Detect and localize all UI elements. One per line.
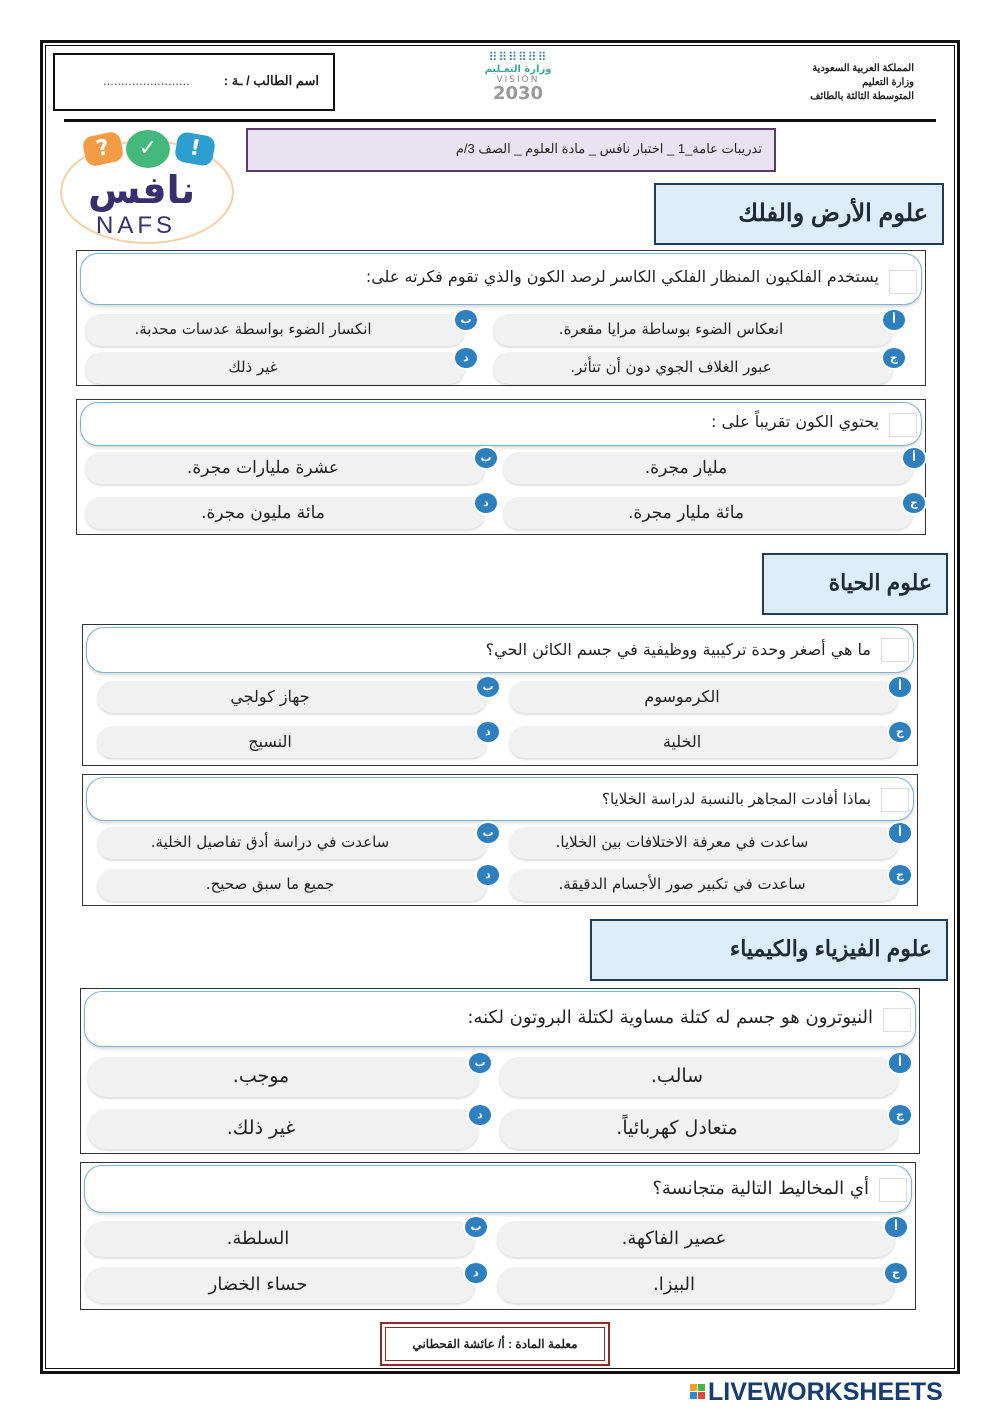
question-text: النيوترون هو جسم له كتلة مساوية لكتلة البروتون لكنه:	[467, 1007, 873, 1028]
question-text: يستخدم الفلكيون المنظار الفلكي الكاسر لرصد الكون والذي تقوم فكرته على:	[365, 267, 879, 286]
option-d[interactable]	[85, 351, 469, 384]
option-letter-badge: د	[465, 1263, 487, 1283]
student-name-field[interactable]: ........................	[103, 73, 190, 88]
question-stem	[86, 627, 914, 673]
option-text: ساعدت في تكبير صور الأجسام الدقيقة.	[558, 875, 806, 893]
question-card	[80, 988, 920, 1154]
student-name-box	[53, 53, 335, 111]
question-text: أي المخاليط التالية متجانسة؟	[652, 1178, 869, 1199]
option-a[interactable]	[509, 680, 902, 713]
option-letter-badge: د	[477, 722, 499, 742]
option-d[interactable]	[97, 725, 491, 758]
ministry-logo	[458, 50, 578, 116]
option-text: متعادل كهربائياً.	[616, 1117, 738, 1139]
option-c[interactable]	[493, 351, 898, 384]
option-a[interactable]	[493, 313, 896, 346]
option-text: مائة مليون مجرة.	[201, 503, 325, 523]
option-letter-badge: أ	[903, 448, 925, 468]
option-text: البيزا.	[652, 1274, 695, 1295]
question-bubble-icon: ?	[81, 130, 124, 167]
answer-checkbox[interactable]	[883, 1008, 911, 1032]
option-letter-badge: ب	[477, 823, 499, 843]
option-text: السلطة.	[226, 1228, 290, 1249]
question-stem	[84, 1165, 912, 1213]
question-card	[80, 1162, 916, 1310]
option-letter-badge: ج	[903, 493, 925, 513]
option-letter-badge: د	[475, 493, 497, 513]
option-text: عشرة مليارات مجرة.	[186, 458, 340, 478]
option-c[interactable]	[503, 496, 918, 529]
option-d[interactable]	[87, 1108, 483, 1149]
option-letter-badge: ب	[477, 677, 499, 697]
question-stem	[86, 777, 914, 821]
question-text: بماذا أفادت المجاهر بالنسبة لدراسة الخلايا؟	[602, 790, 871, 808]
option-letter-badge: ج	[889, 722, 911, 742]
option-b[interactable]	[85, 313, 472, 346]
option-letter-badge: أ	[889, 1053, 911, 1073]
option-text: الكرموسوم	[644, 687, 720, 706]
kingdom-text: المملكة العربية السعودية	[812, 63, 914, 74]
nafs-logo	[60, 126, 240, 244]
option-c[interactable]	[497, 1266, 900, 1303]
option-c[interactable]	[499, 1108, 904, 1149]
option-text: جهاز كولجي	[230, 687, 310, 706]
header-divider	[64, 119, 936, 122]
option-letter-badge: ب	[465, 1217, 487, 1237]
option-letter-badge: ج	[889, 865, 911, 885]
option-a[interactable]	[509, 826, 902, 859]
option-text: الخلية	[662, 732, 702, 751]
liveworksheets-watermark	[690, 1378, 990, 1408]
option-b[interactable]	[85, 451, 492, 484]
option-letter-badge: ج	[883, 348, 905, 368]
ministry-text: وزارة التعليم	[862, 77, 914, 88]
nafs-arabic-text: نافس	[88, 168, 196, 212]
teacher-name: معلمة المادة : أ/ عائشة القحطاني	[412, 1337, 578, 1351]
answer-checkbox[interactable]	[881, 638, 909, 662]
worksheet-title-bar	[246, 128, 776, 172]
option-letter-badge: د	[469, 1105, 491, 1125]
option-text: النسيج	[248, 732, 292, 751]
section-title-text: علوم الفيزياء والكيمياء	[729, 936, 932, 961]
option-text: انعكاس الضوء بوساطة مرايا مقعرة.	[558, 320, 784, 338]
teacher-name-box	[380, 1322, 610, 1366]
option-text: موجب.	[232, 1065, 290, 1087]
option-b[interactable]	[87, 1056, 486, 1097]
option-text: ساعدت في دراسة أدق تفاصيل الخلية.	[150, 833, 390, 851]
option-letter-badge: ج	[889, 1105, 911, 1125]
section-title-text: علوم الحياة	[828, 570, 932, 595]
option-letter-badge: د	[455, 348, 477, 368]
section-title-life-science	[762, 553, 948, 615]
answer-checkbox[interactable]	[879, 1178, 907, 1202]
section-title-physics-chemistry	[590, 919, 948, 981]
option-letter-badge: أ	[883, 310, 905, 330]
question-text: ما هي أصغر وحدة تركيبية ووظيفية في جسم الكائن الحي؟	[485, 640, 871, 659]
section-title-text: علوم الأرض والفلك	[738, 200, 928, 227]
question-stem	[84, 991, 916, 1047]
vision-label: VISION	[496, 75, 540, 85]
option-text: غير ذلك.	[226, 1117, 296, 1139]
teacher-box-inner-border	[385, 1327, 605, 1361]
exclamation-bubble-icon: !	[174, 131, 217, 167]
option-d[interactable]	[85, 1266, 479, 1303]
ministry-logo-icon: ⠿⠿⠿⠿⠿⠿	[488, 50, 548, 64]
option-letter-badge: ج	[885, 1263, 907, 1283]
option-d[interactable]	[85, 496, 489, 529]
option-b[interactable]	[97, 826, 494, 859]
option-b[interactable]	[97, 680, 494, 713]
school-header	[714, 62, 914, 104]
option-letter-badge: ب	[455, 310, 477, 330]
worksheet-title: تدريبات عامة_1 _ اختبار نافس _ مادة العلوم _ الصف 3/م	[455, 141, 762, 156]
question-card	[82, 774, 918, 906]
check-bubble-icon: ✓	[126, 130, 170, 168]
nafs-english-text: NAFS	[96, 212, 177, 239]
option-letter-badge: ب	[475, 448, 497, 468]
option-d[interactable]	[97, 868, 491, 901]
option-a[interactable]	[503, 451, 916, 484]
option-text: ساعدت في معرفة الاختلافات بين الخلايا.	[555, 833, 809, 851]
liveworksheets-logo-icon	[690, 1384, 705, 1399]
question-card	[76, 250, 926, 386]
option-text: انكسار الضوء بواسطة عدسات محدبة.	[134, 320, 372, 338]
option-b[interactable]	[85, 1220, 482, 1257]
answer-checkbox[interactable]	[881, 788, 909, 812]
answer-checkbox[interactable]	[889, 270, 917, 294]
question-stem	[80, 253, 922, 305]
question-card	[76, 399, 926, 535]
ministry-logo-name: وزارة التعـليم	[484, 64, 552, 75]
vision-year: 2030	[492, 83, 544, 104]
option-letter-badge: أ	[889, 677, 911, 697]
question-stem	[80, 402, 922, 446]
option-a[interactable]	[499, 1056, 902, 1097]
school-text: المتوسطة الثالثة بالطائف	[810, 91, 914, 102]
section-title-earth-space	[654, 183, 944, 245]
option-text: حساء الخضار	[208, 1274, 308, 1295]
option-letter-badge: د	[477, 865, 499, 885]
option-text: عبور الغلاف الجوي دون أن تتأثر.	[570, 358, 772, 376]
option-c[interactable]	[509, 868, 904, 901]
option-text: غير ذلك	[228, 358, 278, 376]
option-letter-badge: أ	[889, 823, 911, 843]
option-letter-badge: أ	[885, 1217, 907, 1237]
option-text: مليار مجرة.	[644, 458, 728, 478]
liveworksheets-text: LIVEWORKSHEETS	[708, 1378, 943, 1406]
answer-checkbox[interactable]	[889, 413, 917, 437]
option-letter-badge: ب	[469, 1053, 491, 1073]
student-name-label: اسم الطالب / ـة :	[223, 73, 319, 88]
option-text: مائة مليار مجرة.	[628, 503, 744, 523]
option-c[interactable]	[509, 725, 904, 758]
option-text: عصير الفاكهة.	[621, 1228, 727, 1249]
option-text: سالب.	[650, 1065, 704, 1087]
option-a[interactable]	[497, 1220, 898, 1257]
question-card	[82, 624, 918, 766]
option-text: جميع ما سبق صحيح.	[205, 875, 335, 893]
question-text: يحتوي الكون تقريباً على :	[710, 412, 879, 431]
